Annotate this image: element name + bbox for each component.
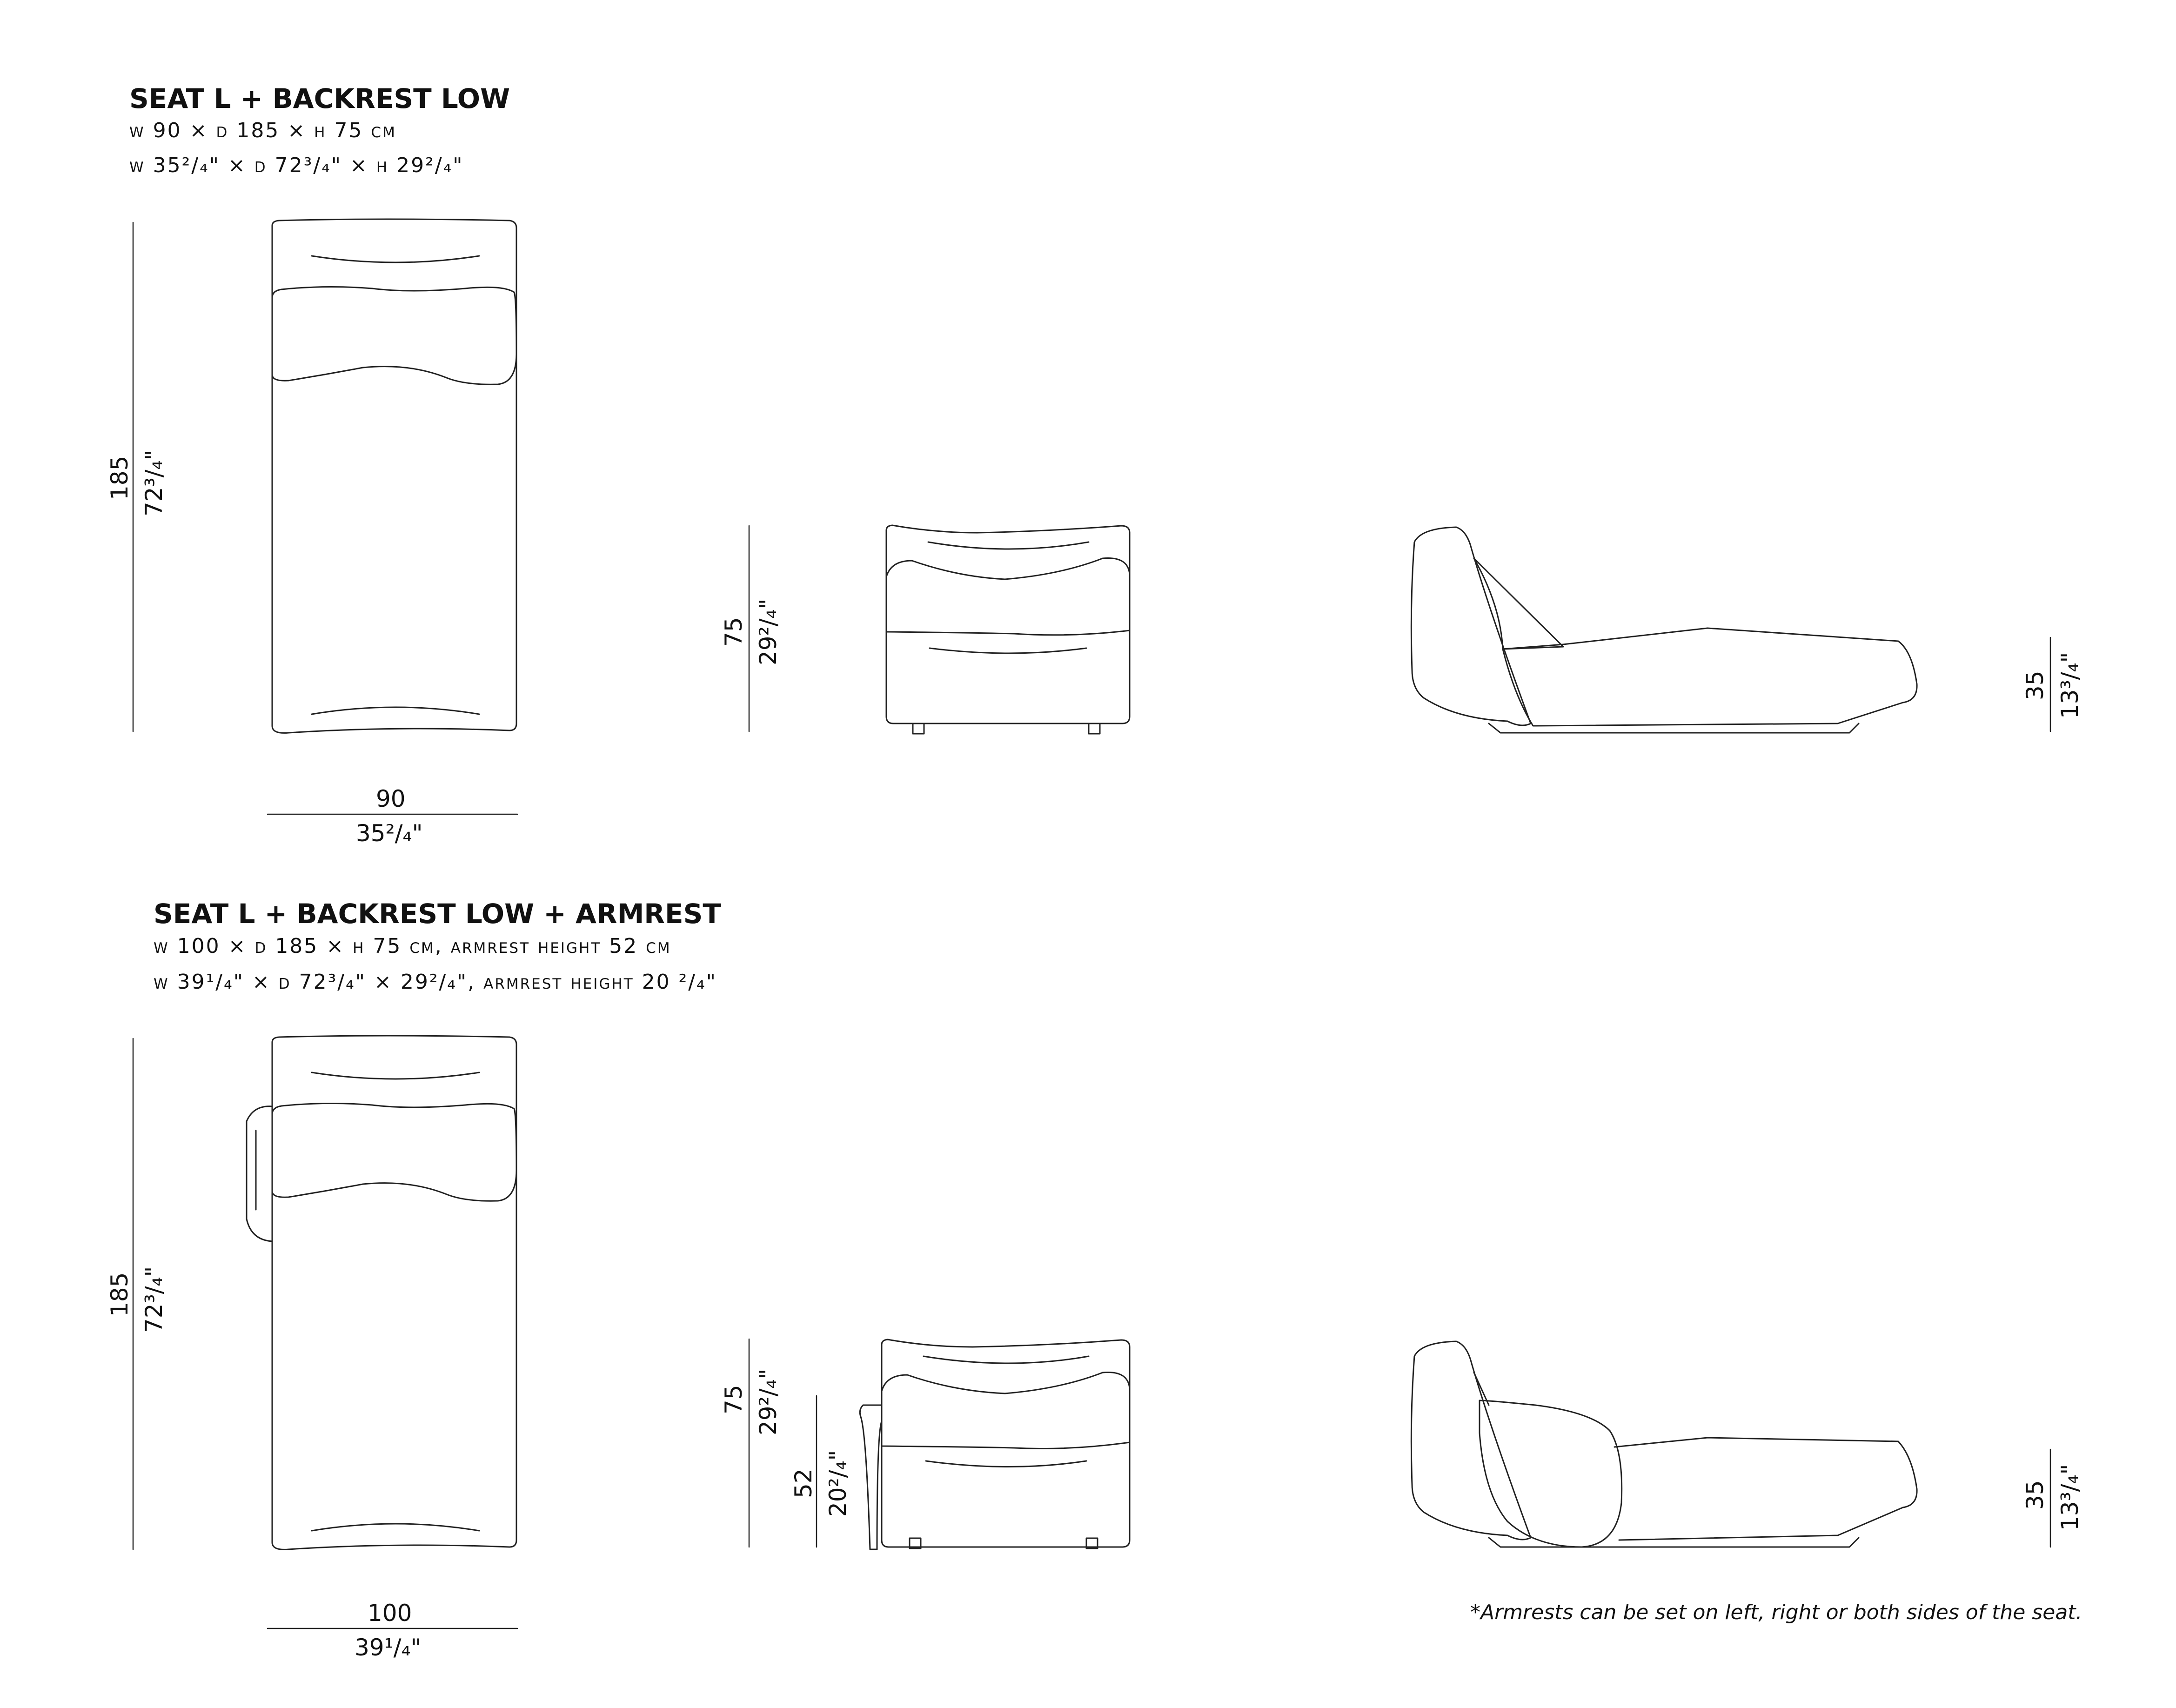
s2-depth-cm-label: 185 <box>106 1272 133 1317</box>
section2-title: SEAT L + BACKREST LOW + ARMREST <box>154 898 721 930</box>
section1-spec-cm: w 90 × d 185 × h 75 cm <box>129 119 396 142</box>
s1-height-in-label: 29²/₄" <box>755 598 782 665</box>
s2-front-view <box>860 1340 1130 1549</box>
section1-spec-in: w 35²/₄" × d 72³/₄" × h 29²/₄" <box>129 154 464 177</box>
s1-seat-in-label: 13³/₄" <box>2056 652 2083 719</box>
s2-height-cm-label: 75 <box>720 1385 747 1414</box>
s1-front-view <box>886 525 1130 734</box>
s2-depth-in-label: 72³/₄" <box>141 1266 167 1333</box>
s1-side-view <box>1411 527 1917 733</box>
s2-height-in-label: 29²/₄" <box>755 1368 782 1435</box>
s2-arm-cm-label: 52 <box>790 1468 817 1498</box>
s2-width-in-label: 39¹/₄" <box>355 1634 422 1661</box>
s1-seat-cm-label: 35 <box>2022 670 2049 700</box>
s1-depth-in-label: 72³/₄" <box>141 449 167 516</box>
s2-arm-in-label: 20²/₄" <box>824 1450 851 1517</box>
footnote: *Armrests can be set on left, right or both sides of the seat. <box>1470 1601 2082 1624</box>
s1-top-view <box>272 219 516 733</box>
s2-width-cm-label: 100 <box>368 1600 412 1627</box>
s2-seat-cm-label: 35 <box>2022 1480 2049 1510</box>
s2-seat-in-label: 13³/₄" <box>2056 1464 2083 1531</box>
section2-spec-cm: w 100 × d 185 × h 75 cm, armrest height 52 cm <box>154 934 671 958</box>
s1-width-cm-label: 90 <box>376 785 406 812</box>
section2-spec-in: w 39¹/₄" × d 72³/₄" × 29²/₄", armrest height 20 ²/₄" <box>154 970 717 994</box>
s2-side-view <box>1411 1341 1917 1547</box>
s1-width-in-label: 35²/₄" <box>356 820 423 847</box>
section1-title: SEAT L + BACKREST LOW <box>129 83 510 114</box>
s1-height-cm-label: 75 <box>720 617 747 647</box>
s1-depth-cm-label: 185 <box>106 455 133 500</box>
s2-top-view <box>247 1036 516 1549</box>
